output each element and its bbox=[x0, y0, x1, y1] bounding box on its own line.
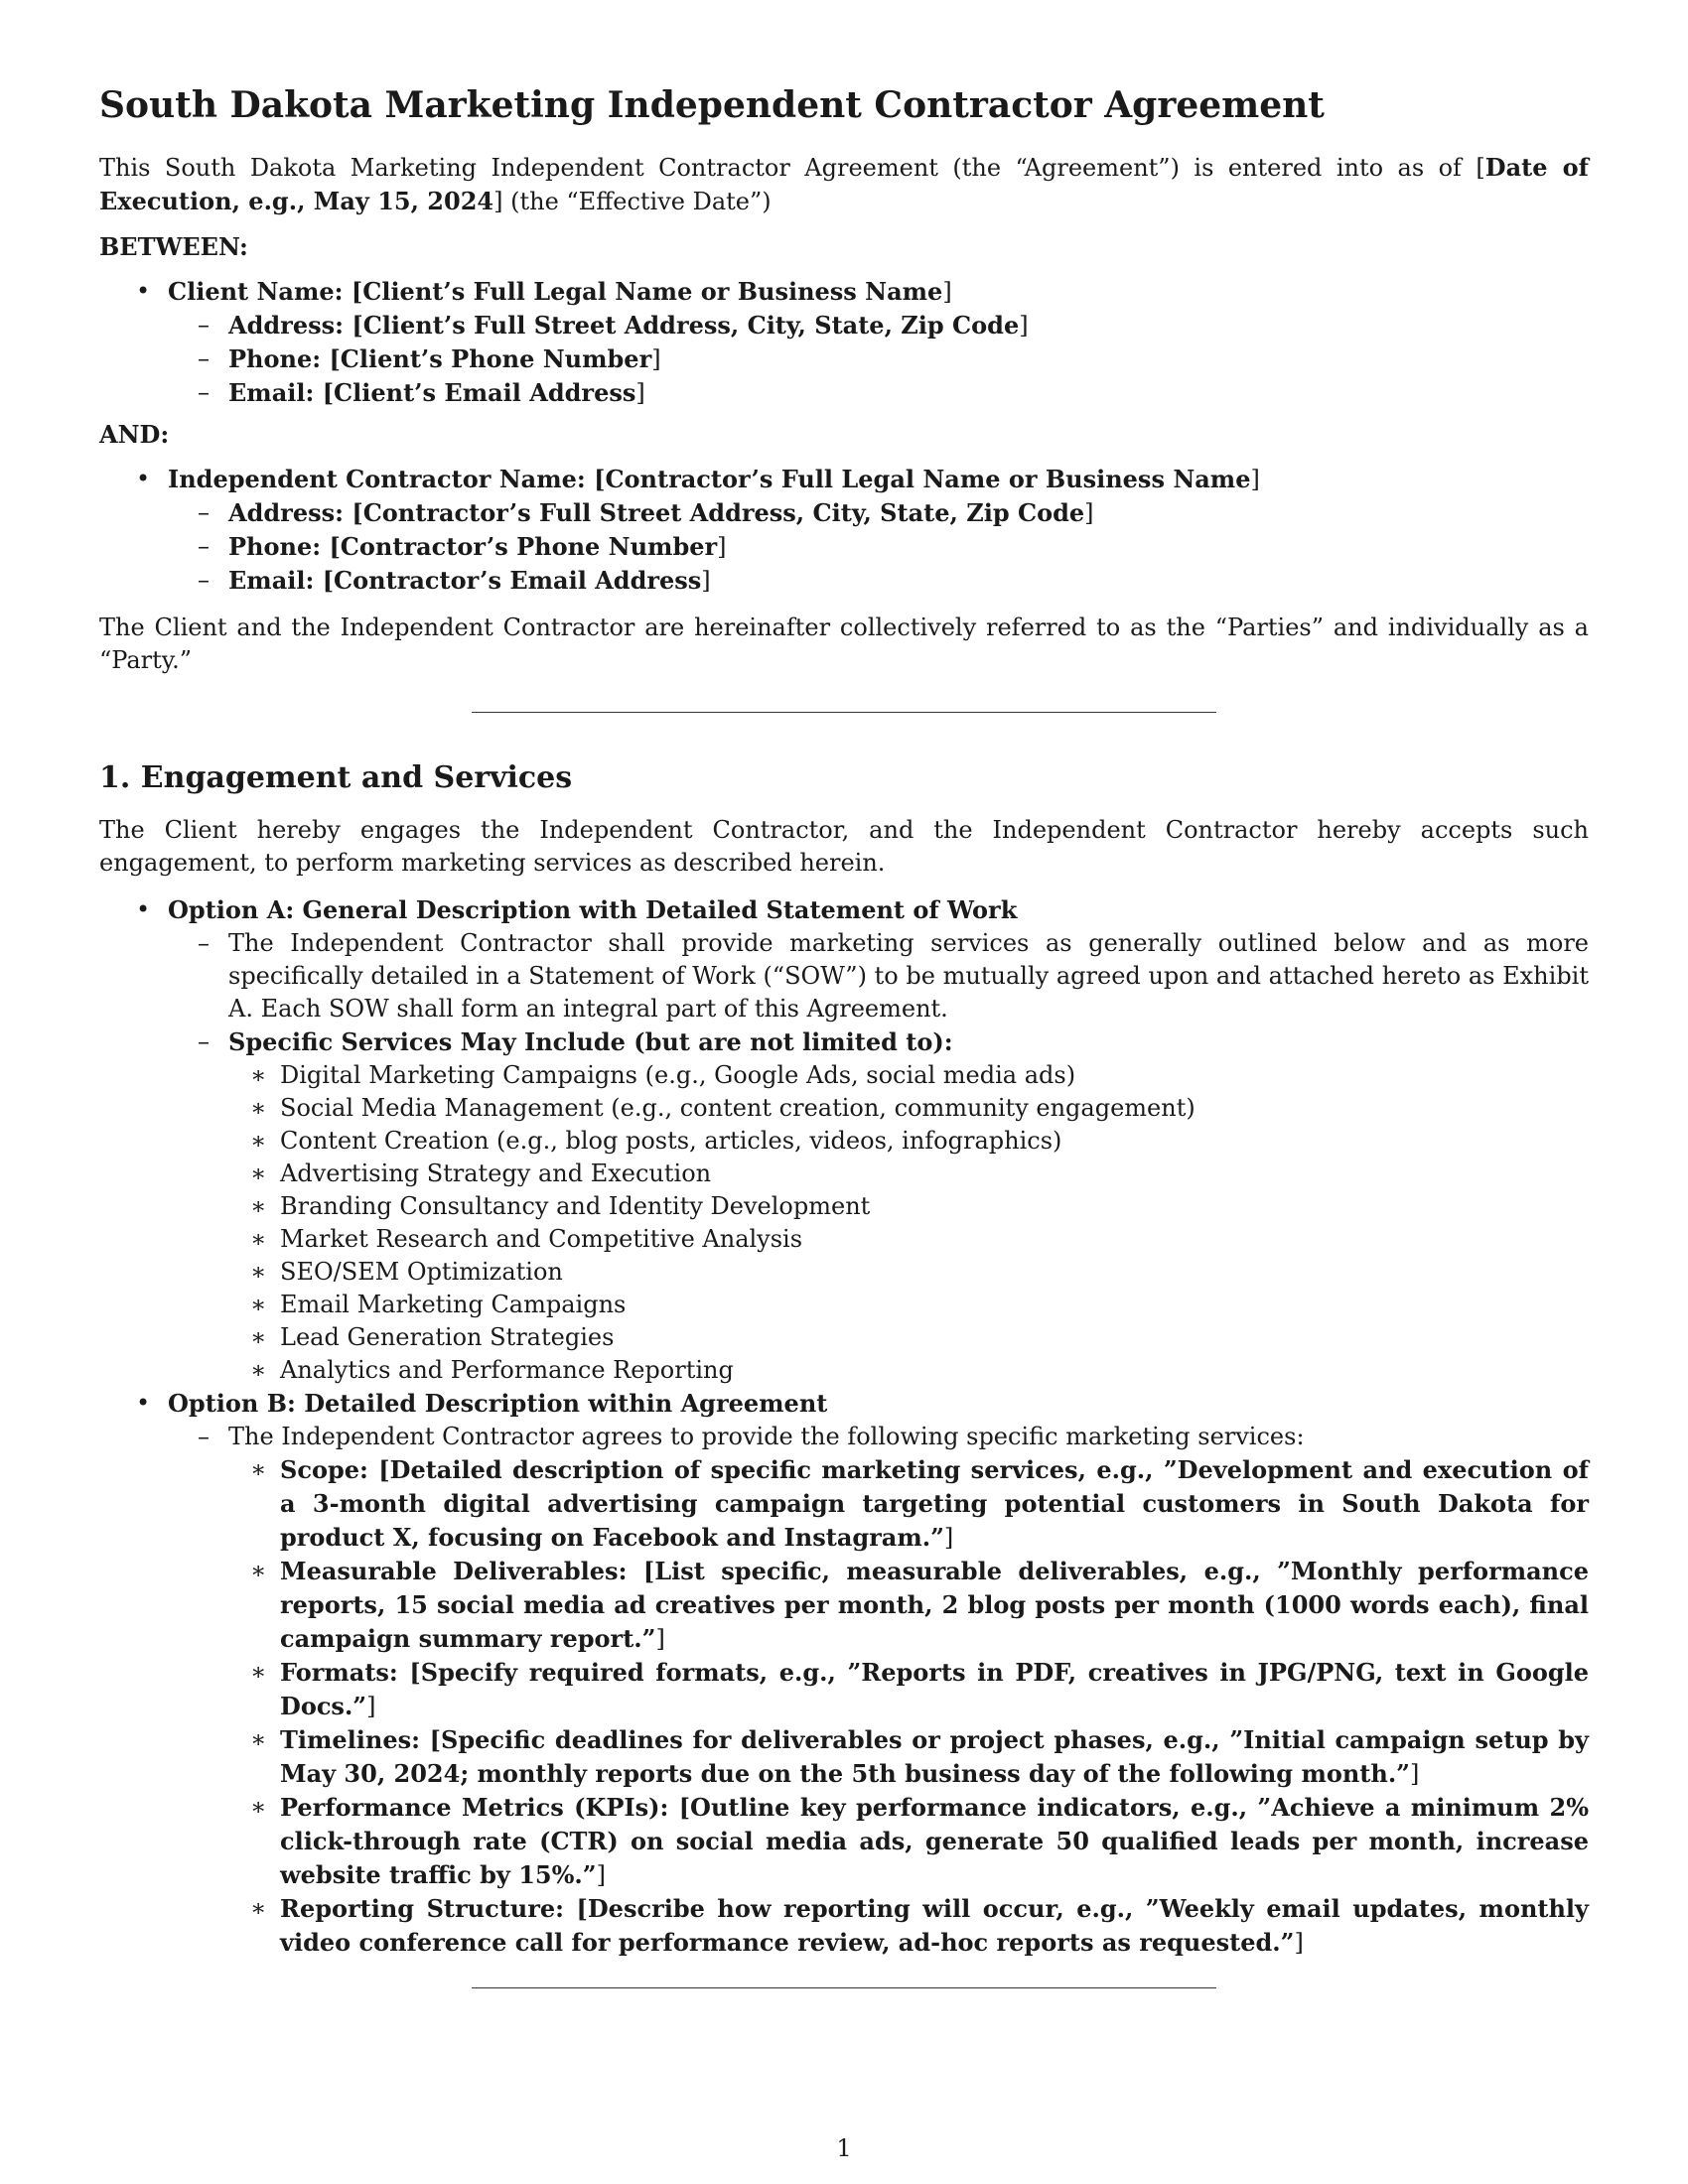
list-item: ∗ SEO/SEM Optimization bbox=[228, 1256, 1589, 1289]
document-title: South Dakota Marketing Independent Contractor Agreement bbox=[99, 84, 1325, 126]
list-item: ∗ Lead Generation Strategies bbox=[228, 1321, 1589, 1354]
option-b-description: The Independent Contractor agrees to provide the following specific marketing services: bbox=[228, 1423, 1305, 1451]
contractor-phone-item: – Phone: [Contractor’s Phone Number] bbox=[168, 530, 1589, 564]
client-phone-item: – Phone: [Client’s Phone Number] bbox=[168, 342, 1589, 376]
option-a-label: Option A: General Description with Detailed Statement of Work bbox=[168, 895, 1018, 925]
option-a-services-label: Specific Services May Include (but are not limited to): bbox=[228, 1027, 953, 1057]
option-b-label: Option B: Detailed Description within Agreement bbox=[168, 1389, 828, 1419]
option-b-item bbox=[99, 1387, 1589, 1960]
option-b-timelines: ∗ Timelines: [Specific deadlines for deliverables or project phases, e.g., ”Initial campaign setup by May 30, 2024; monthly reports due on the 5th business day of the following month.”] bbox=[228, 1723, 1589, 1791]
page-number: 1 bbox=[836, 2134, 852, 2162]
list-item: ∗ Advertising Strategy and Execution bbox=[228, 1158, 1589, 1190]
contractor-details bbox=[168, 496, 1589, 598]
option-a-services-item bbox=[168, 1025, 1589, 1387]
section-1-heading: 1. Engagement and Services bbox=[99, 760, 573, 796]
contractor-name-label: Independent Contractor Name: [Contractor’s Full Legal Name or Business Name bbox=[168, 465, 1251, 494]
option-b-kpis: ∗ Performance Metrics (KPIs): [Outline key performance indicators, e.g., ”Achieve a minimum 2% click-through rate (CTR) on social media ads, generate 50 qualified leads per month, increase website traffic by 15%.”] bbox=[228, 1791, 1589, 1892]
client-name-item: • Client Name: [Client’s Full Legal Name or Business Name] – Address: [Client’s Full Street Address, City, State, Zip Code] – Phone: [Client’s Phone Number] – Email: [Client’s Email Address] bbox=[99, 275, 1589, 410]
option-b-reporting: ∗ Reporting Structure: [Describe how reporting will occur, e.g., ”Weekly email updates, monthly video conference call for performance review, ad-hoc reports as requested.”] bbox=[228, 1892, 1589, 1960]
list-item: ∗ Email Marketing Campaigns bbox=[228, 1289, 1589, 1321]
date-placeholder: Date of Execution, e.g., May 15, 2024 bbox=[99, 153, 1589, 216]
and-label: AND: bbox=[99, 420, 170, 450]
client-name-label: Client Name: [Client’s Full Legal Name or Business Name bbox=[168, 277, 943, 307]
client-address-item: – Address: [Client’s Full Street Address, City, State, Zip Code] bbox=[168, 309, 1589, 342]
section-1-intro: The Client hereby engages the Independent Contractor, and the Independent Contractor hereby accepts such engagement, to perform marketing services as described herein. bbox=[99, 816, 1589, 878]
contractor-list bbox=[99, 463, 1589, 598]
intro-suffix: ] (the “Effective Date”) bbox=[493, 188, 772, 216]
parties-paragraph: The Client and the Independent Contractor are hereinafter collectively referred to as the “Parties” and individually as a “Party.” bbox=[99, 614, 1589, 675]
option-a-description: – The Independent Contractor shall provide marketing services as generally outlined below and as more specifically detailed in a Statement of Work (“SOW”) to be mutually agreed upon and attached hereto as Exhibit A. Each SOW shall form an integral part of this Agreement. bbox=[168, 927, 1589, 1025]
list-item: ∗ Analytics and Performance Reporting bbox=[228, 1354, 1589, 1387]
horizontal-divider bbox=[472, 1987, 1216, 1988]
intro-prefix: This South Dakota Marketing Independent Contractor Agreement (the “Agreement”) is entered into as of [ bbox=[99, 154, 1485, 183]
list-item: ∗ Market Research and Competitive Analysis bbox=[228, 1223, 1589, 1256]
option-b-scope: ∗ Scope: [Detailed description of specific marketing services, e.g., ”Development and execution of a 3-month digital advertising campaign targeting potential customers in South Dakota for product X, focusing on Facebook and Instagram.”] bbox=[228, 1453, 1589, 1555]
between-label: BETWEEN: bbox=[99, 232, 248, 262]
option-b-details-list bbox=[228, 1453, 1589, 1960]
option-a-services-list bbox=[228, 1059, 1589, 1387]
services-options-list bbox=[99, 893, 1589, 1960]
document-page bbox=[99, 84, 1589, 1988]
option-b-description-item bbox=[168, 1421, 1589, 1960]
list-item: ∗ Social Media Management (e.g., content creation, community engagement) bbox=[228, 1092, 1589, 1125]
client-details bbox=[168, 309, 1589, 410]
list-item: ∗ Content Creation (e.g., blog posts, articles, videos, infographics) bbox=[228, 1125, 1589, 1158]
client-email-item: – Email: [Client’s Email Address] bbox=[168, 376, 1589, 410]
contractor-email-item: – Email: [Contractor’s Email Address] bbox=[168, 564, 1589, 598]
intro-paragraph bbox=[99, 151, 1589, 218]
contractor-name-item: • Independent Contractor Name: [Contractor’s Full Legal Name or Business Name] – Address: [Contractor’s Full Street Address, City, State, Zip Code] – Phone: [Contractor’s Phone Number] – Email: [Contractor’s Email Address] bbox=[99, 463, 1589, 598]
option-b-formats: ∗ Formats: [Specify required formats, e.g., ”Reports in PDF, creatives in JPG/PNG, text in Google Docs.”] bbox=[228, 1656, 1589, 1723]
list-item: ∗ Digital Marketing Campaigns (e.g., Google Ads, social media ads) bbox=[228, 1059, 1589, 1092]
client-list bbox=[99, 275, 1589, 410]
list-item: ∗ Branding Consultancy and Identity Development bbox=[228, 1190, 1589, 1223]
option-a-item bbox=[99, 893, 1589, 1387]
contractor-address-item: – Address: [Contractor’s Full Street Address, City, State, Zip Code] bbox=[168, 496, 1589, 530]
option-b-deliverables: ∗ Measurable Deliverables: [List specific, measurable deliverables, e.g., ”Monthly performance reports, 15 social media ad creatives per month, 2 blog posts per month (1000 words each), final campaign summary report.”] bbox=[228, 1555, 1589, 1656]
